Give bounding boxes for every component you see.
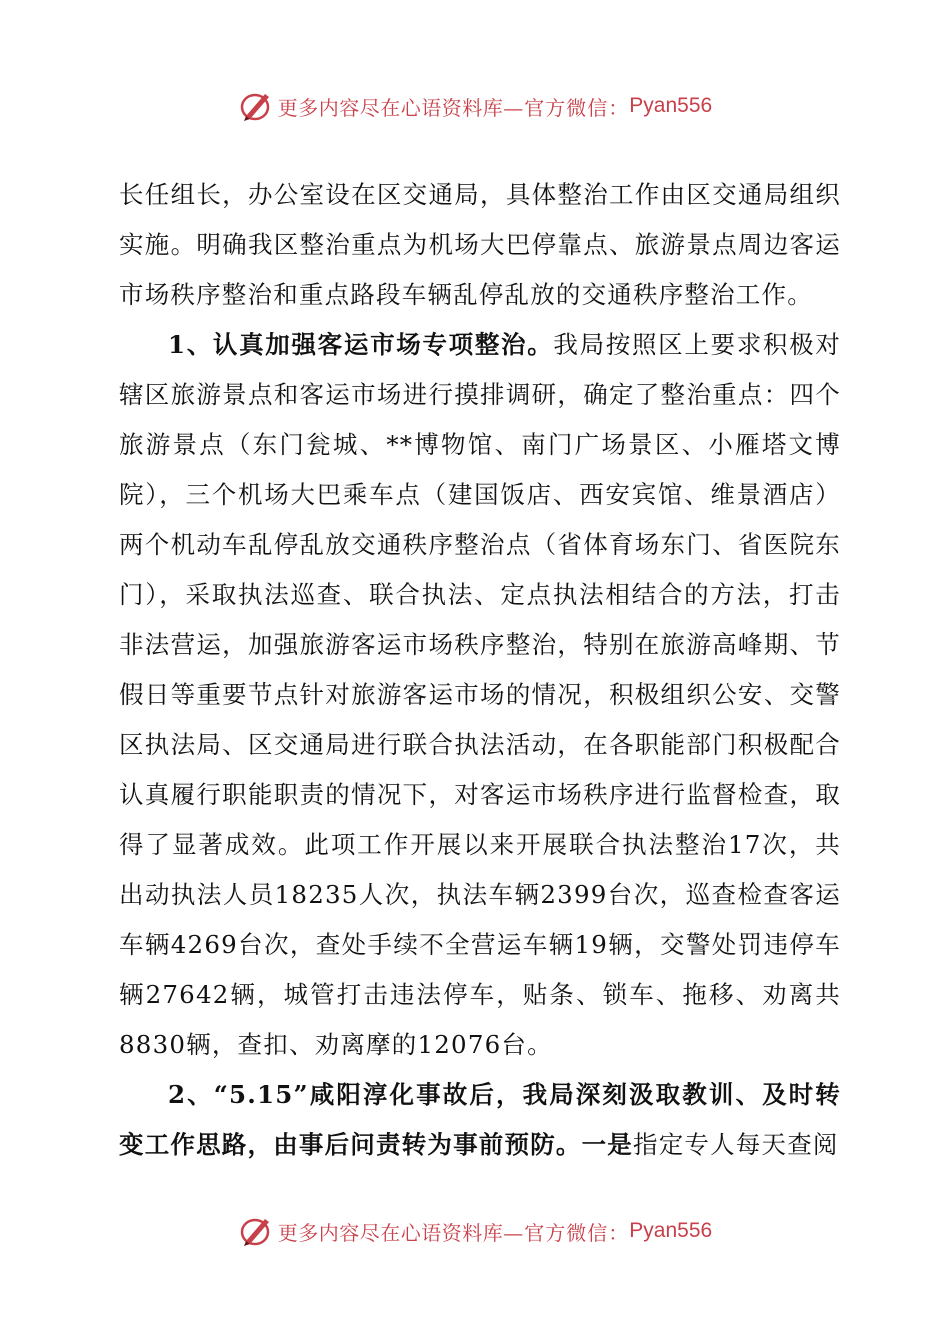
banner-separator: —官方微信： [503, 95, 630, 120]
pen-logo-icon [238, 1213, 274, 1249]
paragraph-1 [119, 170, 841, 320]
banner-title: 更多内容尽在心语资料库 [277, 95, 504, 120]
paragraph-2-heading: 1、认真加强客运市场专项整治。 [168, 330, 554, 359]
paragraph-1-text: 长任组长，办公室设在区交通局，具体整治工作由区交通局组织实施。明确我区整治重点为机场大巴停靠点、旅游景点周边客运市场秩序整治和重点路段车辆乱停乱放的交通秩序整治工作。 [119, 180, 841, 309]
banner-wechat-id: Pyan556 [629, 1219, 713, 1242]
pen-logo-icon [238, 88, 274, 124]
footer-watermark-banner [0, 1211, 950, 1251]
banner-title: 更多内容尽在心语资料库 [277, 1220, 504, 1245]
document-body [119, 170, 841, 1170]
paragraph-3-text: 指定专人每天查阅 [633, 1130, 839, 1159]
banner-separator: —官方微信： [503, 1220, 630, 1245]
paragraph-3-heading: 2、“5.15”咸阳淳化事故后，我局深刻汲取教训、及时转变工作思路，由事后问责转为事前预防。一是 [119, 1080, 841, 1159]
header-watermark-banner [0, 86, 950, 126]
paragraph-3 [119, 1070, 841, 1170]
banner-wechat-id: Pyan556 [629, 94, 713, 117]
paragraph-2-text: 我局按照区上要求积极对辖区旅游景点和客运市场进行摸排调研，确定了整治重点：四个旅游景点（东门瓮城、**博物馆、南门广场景区、小雁塔文博院），三个机场大巴乘车点（建国饭店、西安宾馆、维景酒店）两个机动车乱停乱放交通秩序整治点（省体育场东门、省医院东门），采取执法巡查、联合执法、定点执法相结合的方法，打击非法营运，加强旅游客运市场秩序整治，特别在旅游高峰期、节假日等重要节点针对旅游客运市场的情况，积极组织公安、交警区执法局、区交通局进行联合执法活动，在各职能部门积极配合认真履行职能职责的情况下，对客运市场秩序进行监督检查，取得了显著成效。此项工作开展以来开展联合执法整治17次，共出动执法人员18235人次，执法车辆2399台次，巡查检查客运车辆4269台次，查处手续不全营运车辆19辆，交警处罚违停车辆27642辆，城管打击违法停车，贴条、锁车、拖移、劝离共8830辆，查扣、劝离摩的12076台。 [119, 330, 842, 1059]
paragraph-2 [119, 320, 841, 1070]
